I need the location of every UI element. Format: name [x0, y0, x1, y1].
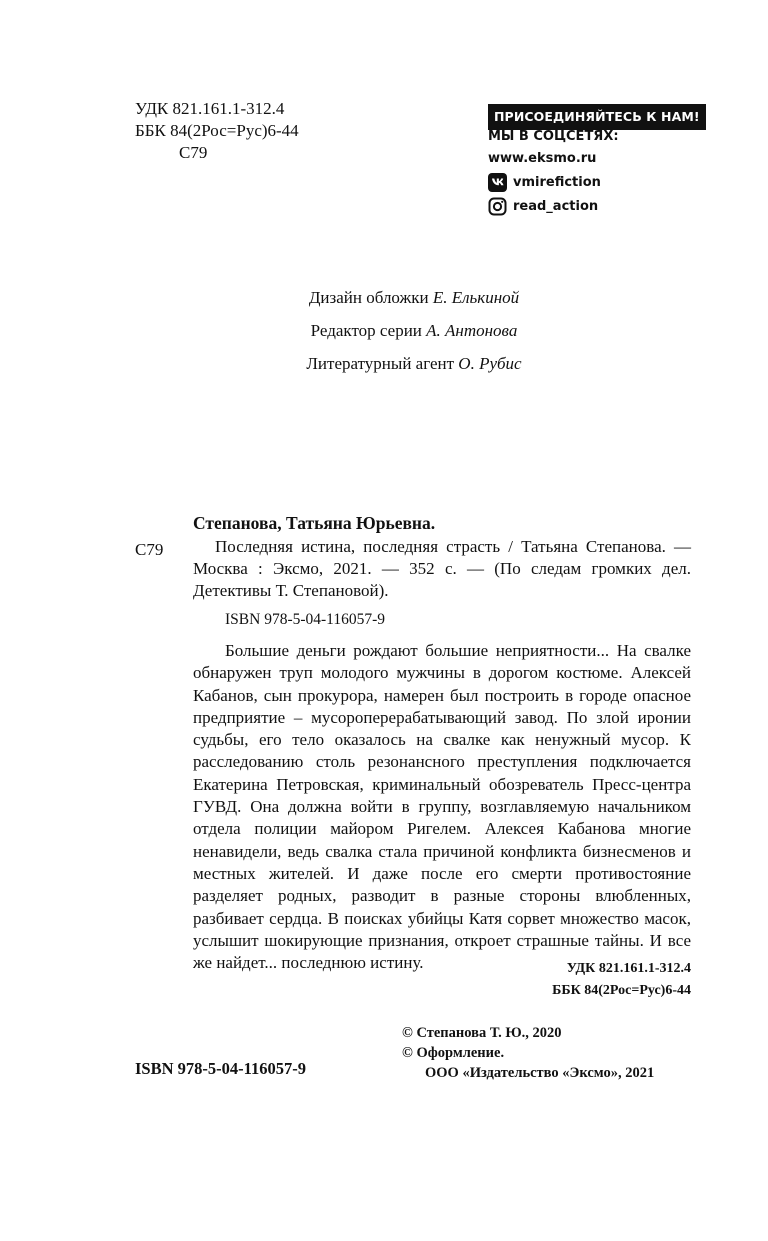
udk-code-right: УДК 821.161.1-312.4	[566, 961, 691, 976]
literary-agent-credit	[0, 353, 768, 386]
copyright-publisher: ООО «Издательство «Эксмо», 2021	[425, 1065, 655, 1081]
editor-name: А. Антонова	[426, 321, 518, 340]
author-heading: Степанова, Татьяна Юрьевна.	[193, 513, 436, 533]
vk-link[interactable]	[488, 170, 706, 194]
social-subtitle: МЫ В СОЦСЕТЯХ:	[488, 129, 619, 144]
credits-block	[0, 287, 768, 386]
bibliography-text	[193, 536, 691, 602]
bibliography-code: С79	[135, 540, 164, 559]
vk-icon	[488, 173, 507, 192]
copyright-author: © Степанова Т. Ю., 2020	[402, 1025, 562, 1041]
bibliography-description: Последняя истина, последняя страсть / Татьяна Степанова. — Москва : Эксмо, 2021. — 352 с. — (По следам громких дел. Детективы Т. Степановой).	[193, 537, 691, 600]
vk-handle: vmirefiction	[513, 174, 601, 190]
instagram-link[interactable]	[488, 194, 706, 218]
annotation	[193, 640, 691, 974]
cover-design-credit	[0, 287, 768, 320]
editor-label: Редактор серии	[310, 321, 422, 340]
join-banner: ПРИСОЕДИНЯЙТЕСЬ К НАМ!	[488, 104, 706, 130]
social-block	[488, 104, 706, 218]
classification-right	[520, 958, 691, 1002]
annotation-text: Большие деньги рождают большие неприятности... На свалке обнаружен труп молодого мужчины в дорогом костюме. Алексей Кабанов, сын прокурора, намерен был построить в городе опасное предприятие – мусороперерабатывающий завод. По злой иронии судьбы, его тело оказалось на свалке как ненужный мусор. К расследованию столь резонансного преступления подключается Екатерина Петровская, криминальный обозреватель Пресс-центра ГУВД. Она должна войти в группу, возглавляемую начальником отдела полиции майором Ригелем. Алексея Кабанова многие ненавидели, ведь свалка стала причиной конфликта бизнесменов и местных жителей. И даже после его смерти противостояние разделяет родных, разводит в разные стороны влюбленных, разбивает сердца. В поисках убийцы Катя сорвет множество масок, услышит шокирующие признания, откроет страшные тайны. И все же найдет... последнюю истину.	[193, 641, 691, 973]
site-link[interactable]: www.eksmo.ru	[488, 151, 597, 166]
bbk-code-right: ББК 84(2Рос=Рус)6-44	[552, 983, 691, 998]
bibliography-isbn: ISBN 978-5-04-116057-9	[225, 611, 386, 628]
udk-code: УДК 821.161.1-312.4	[135, 99, 285, 118]
agent-name: О. Рубис	[458, 354, 522, 373]
cover-name: Е. Елькиной	[432, 288, 520, 307]
cover-label: Дизайн обложки	[308, 288, 429, 307]
copyright-block	[402, 1023, 654, 1083]
instagram-handle: read_action	[513, 198, 599, 214]
series-editor-credit	[0, 320, 768, 353]
bbk-code: ББК 84(2Рос=Рус)6-44	[135, 121, 299, 140]
isbn-footer: ISBN 978-5-04-116057-9	[135, 1059, 306, 1078]
agent-label: Литературный агент	[306, 354, 455, 373]
copyright-design: © Оформление.	[402, 1045, 505, 1061]
catalog-block	[135, 98, 299, 164]
instagram-icon	[488, 197, 507, 216]
author-mark: С79	[179, 143, 208, 162]
